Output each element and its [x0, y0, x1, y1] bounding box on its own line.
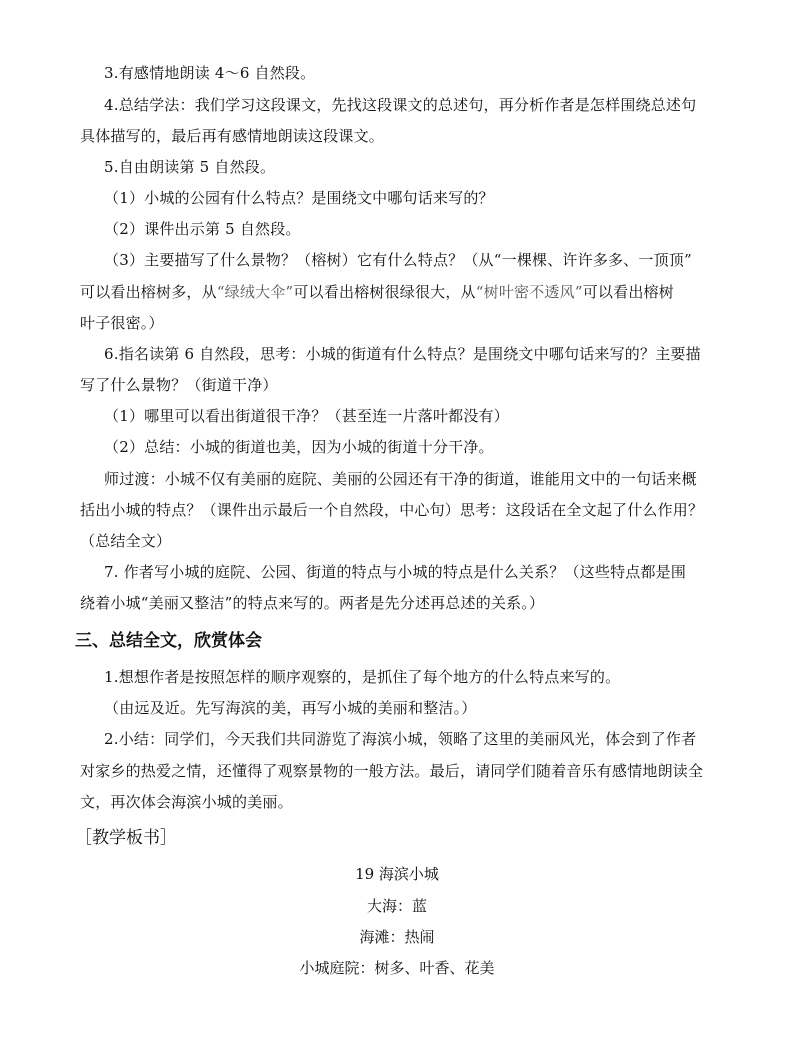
text-line: （1）小城的公园有什么特点？是围绕文中哪句话来写的？	[104, 189, 494, 207]
text-line: （2）总结：小城的街道也美，因为小城的街道十分干净。	[104, 438, 494, 456]
text-line: （总结全文）	[80, 532, 172, 550]
text-line: （3）主要描写了什么景物？（榕树）它有什么特点？（从“一棵棵、许许多多、一顶顶”	[104, 251, 692, 269]
quote-segment: “树叶密不透风”	[475, 283, 583, 301]
text-line: 6.指名读第 6 自然段，思考：小城的街道有什么特点？是围绕文中哪句话来写的？主要描	[104, 345, 701, 363]
board-title: 19 海滨小城	[355, 865, 439, 883]
text-line: 3.有感情地朗读 4～6 自然段。	[104, 64, 316, 82]
quote-segment: “绿绒大伞”	[216, 283, 294, 301]
section-heading: 三、总结全文，欣赏体会	[75, 631, 262, 651]
board-row: 海滩：热闹	[359, 928, 435, 946]
text-line: （1）哪里可以看出街道很干净？（甚至连一片落叶都没有）	[104, 407, 509, 425]
text-line: 文，再次体会海滨小城的美丽。	[80, 793, 293, 811]
text-line: 叶子很密。）	[80, 314, 164, 332]
text-segment: 可以看出榕树	[582, 283, 674, 301]
board-row: 小城庭院：树多、叶香、花美	[299, 959, 495, 977]
text-line: 2.小结：同学们，今天我们共同游览了海滨小城，领略了这里的美丽风光，体会到了作者	[104, 730, 697, 748]
text-line: （由远及近。先写海滨的美，再写小城的美丽和整洁。）	[104, 699, 477, 717]
text-line: 5.自由朗读第 5 自然段。	[104, 158, 276, 176]
text-line: （2）课件出示第 5 自然段。	[104, 220, 301, 238]
text-line: 4.总结学法：我们学习这段课文，先找这段课文的总述句，再分析作者是怎样围绕总述句	[104, 96, 697, 114]
text-line: 具体描写的，最后再有感情地朗读这段课文。	[80, 127, 385, 145]
text-line: 师过渡：小城不仅有美丽的庭院、美丽的公园还有干净的街道，谁能用文中的一句话来概	[104, 470, 697, 488]
board-label: ［教学板书］	[75, 828, 177, 848]
text-line: 7. 作者写小城的庭院、公园、街道的特点与小城的特点是什么关系？（这些特点都是围	[104, 563, 687, 581]
text-line: 括出小城的特点？（课件出示最后一个自然段，中心句）思考：这段话在全文起了什么作用？	[80, 501, 704, 519]
board-row: 大海：蓝	[366, 897, 427, 915]
text-segment: 可以看出榕树很绿很大，从	[293, 283, 476, 301]
text-line: 写了什么景物？（街道干净）	[80, 376, 278, 394]
text-line: 绕着小城“美丽又整洁”的特点来写的。两者是先分述再总述的关系。）	[80, 594, 545, 612]
text-line: 1.想想作者是按照怎样的顺序观察的，是抓住了每个地方的什么特点来写的。	[104, 668, 621, 686]
text-segment: 可以看出榕树多，从	[80, 283, 217, 301]
text-line: 对家乡的热爱之情，还懂得了观察景物的一般方法。最后，请同学们随着音乐有感情地朗读全	[80, 762, 704, 780]
text-line	[80, 282, 674, 302]
